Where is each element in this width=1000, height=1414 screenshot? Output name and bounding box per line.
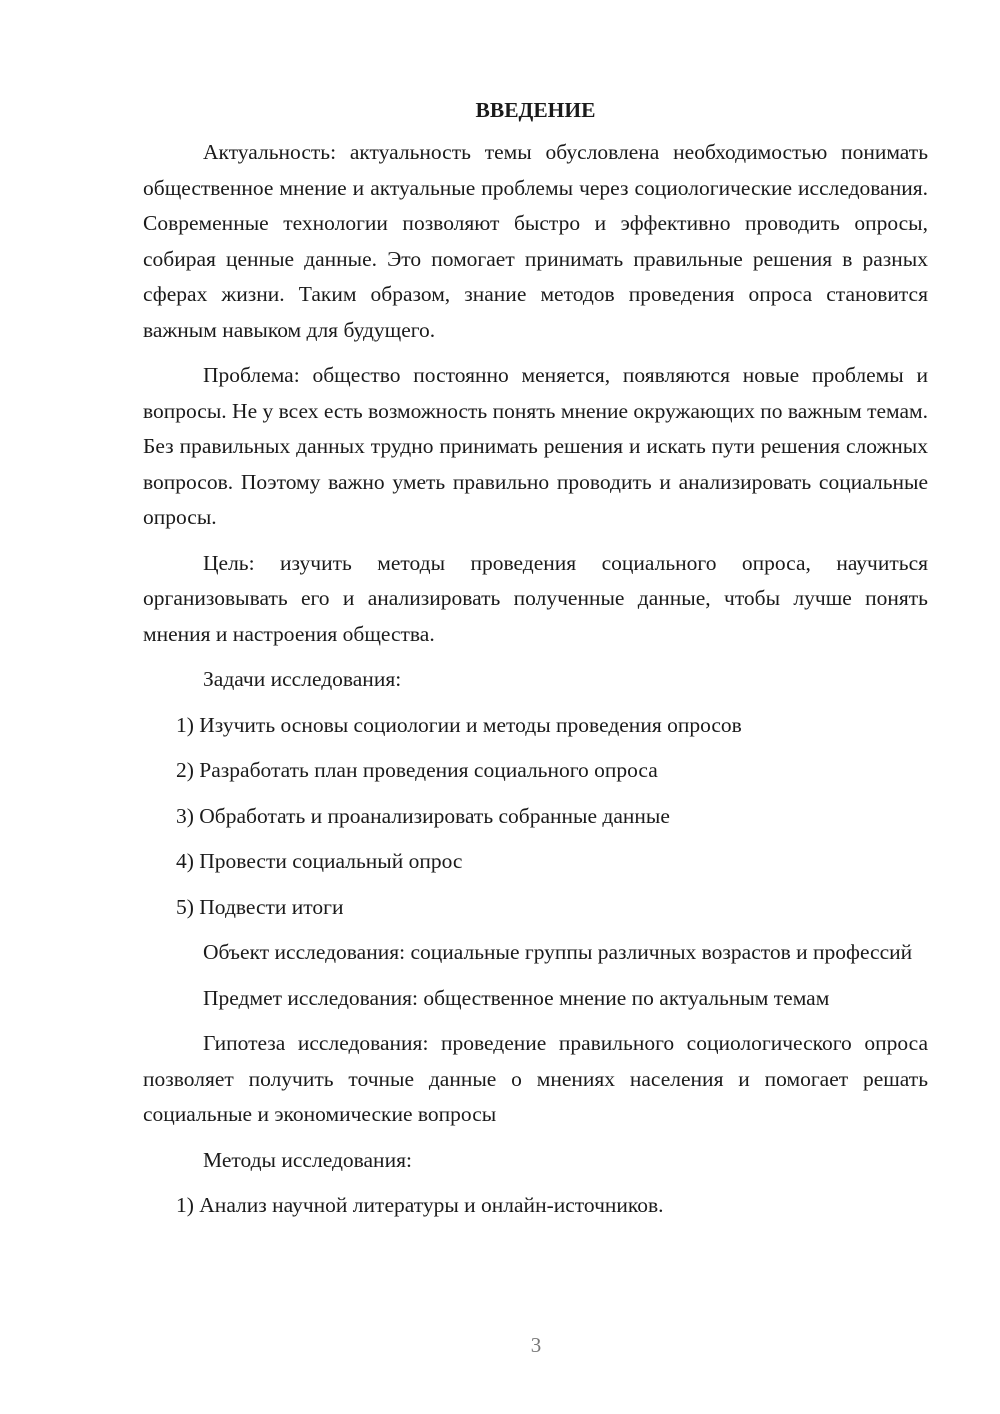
- tasks-heading: Задачи исследования:: [203, 667, 402, 691]
- task-item-4: 4) Провести социальный опрос: [176, 849, 463, 873]
- relevance-paragraph: Актуальность: актуальность темы обусловлена необходимостью понимать общественное мнение и актуальные проблемы через социологические исследования. Современные технологии позволяют быстро и эффективно проводить опросы, собирая ценные данные. Это помогает принимать правильные решения в разных сферах жизни. Таким образом, знание методов проведения опроса становится важным навыком для будущего.: [143, 140, 928, 342]
- goal-paragraph: Цель: изучить методы проведения социального опроса, научиться организовывать его и анализировать полученные данные, чтобы лучше понять мнения и настроения общества.: [143, 550, 928, 646]
- subject-paragraph: Предмет исследования: общественное мнение по актуальным темам: [203, 985, 830, 1010]
- page-number: 3: [530, 1333, 542, 1357]
- task-item-1: 1) Изучить основы социологии и методы проведения опросов: [176, 712, 742, 737]
- hypothesis-paragraph: Гипотеза исследования: проведение правильного социологического опроса позволяет получить точные данные о мнениях населения и помогает решать социальные и экономические вопросы: [143, 1031, 928, 1126]
- methods-heading: Методы исследования:: [203, 1147, 412, 1172]
- task-item-3: 3) Обработать и проанализировать собранные данные: [176, 803, 670, 828]
- problem-paragraph: Проблема: общество постоянно меняется, появляются новые проблемы и вопросы. Не у всех есть возможность понять мнение окружающих по важным темам. Без правильных данных трудно принимать решения и искать пути решения сложных вопросов. Поэтому важно уметь правильно проводить и анализировать социальные опросы.: [143, 363, 928, 529]
- method-item-1: 1) Анализ научной литературы и онлайн-источников.: [176, 1193, 664, 1217]
- task-item-2: 2) Разработать план проведения социального опроса: [176, 758, 658, 782]
- object-paragraph: Объект исследования: социальные группы различных возрастов и профессий: [203, 940, 913, 964]
- page-title: ВВЕДЕНИЕ: [475, 98, 596, 122]
- task-item-5: 5) Подвести итоги: [176, 894, 344, 919]
- page-content: [143, 93, 928, 1234]
